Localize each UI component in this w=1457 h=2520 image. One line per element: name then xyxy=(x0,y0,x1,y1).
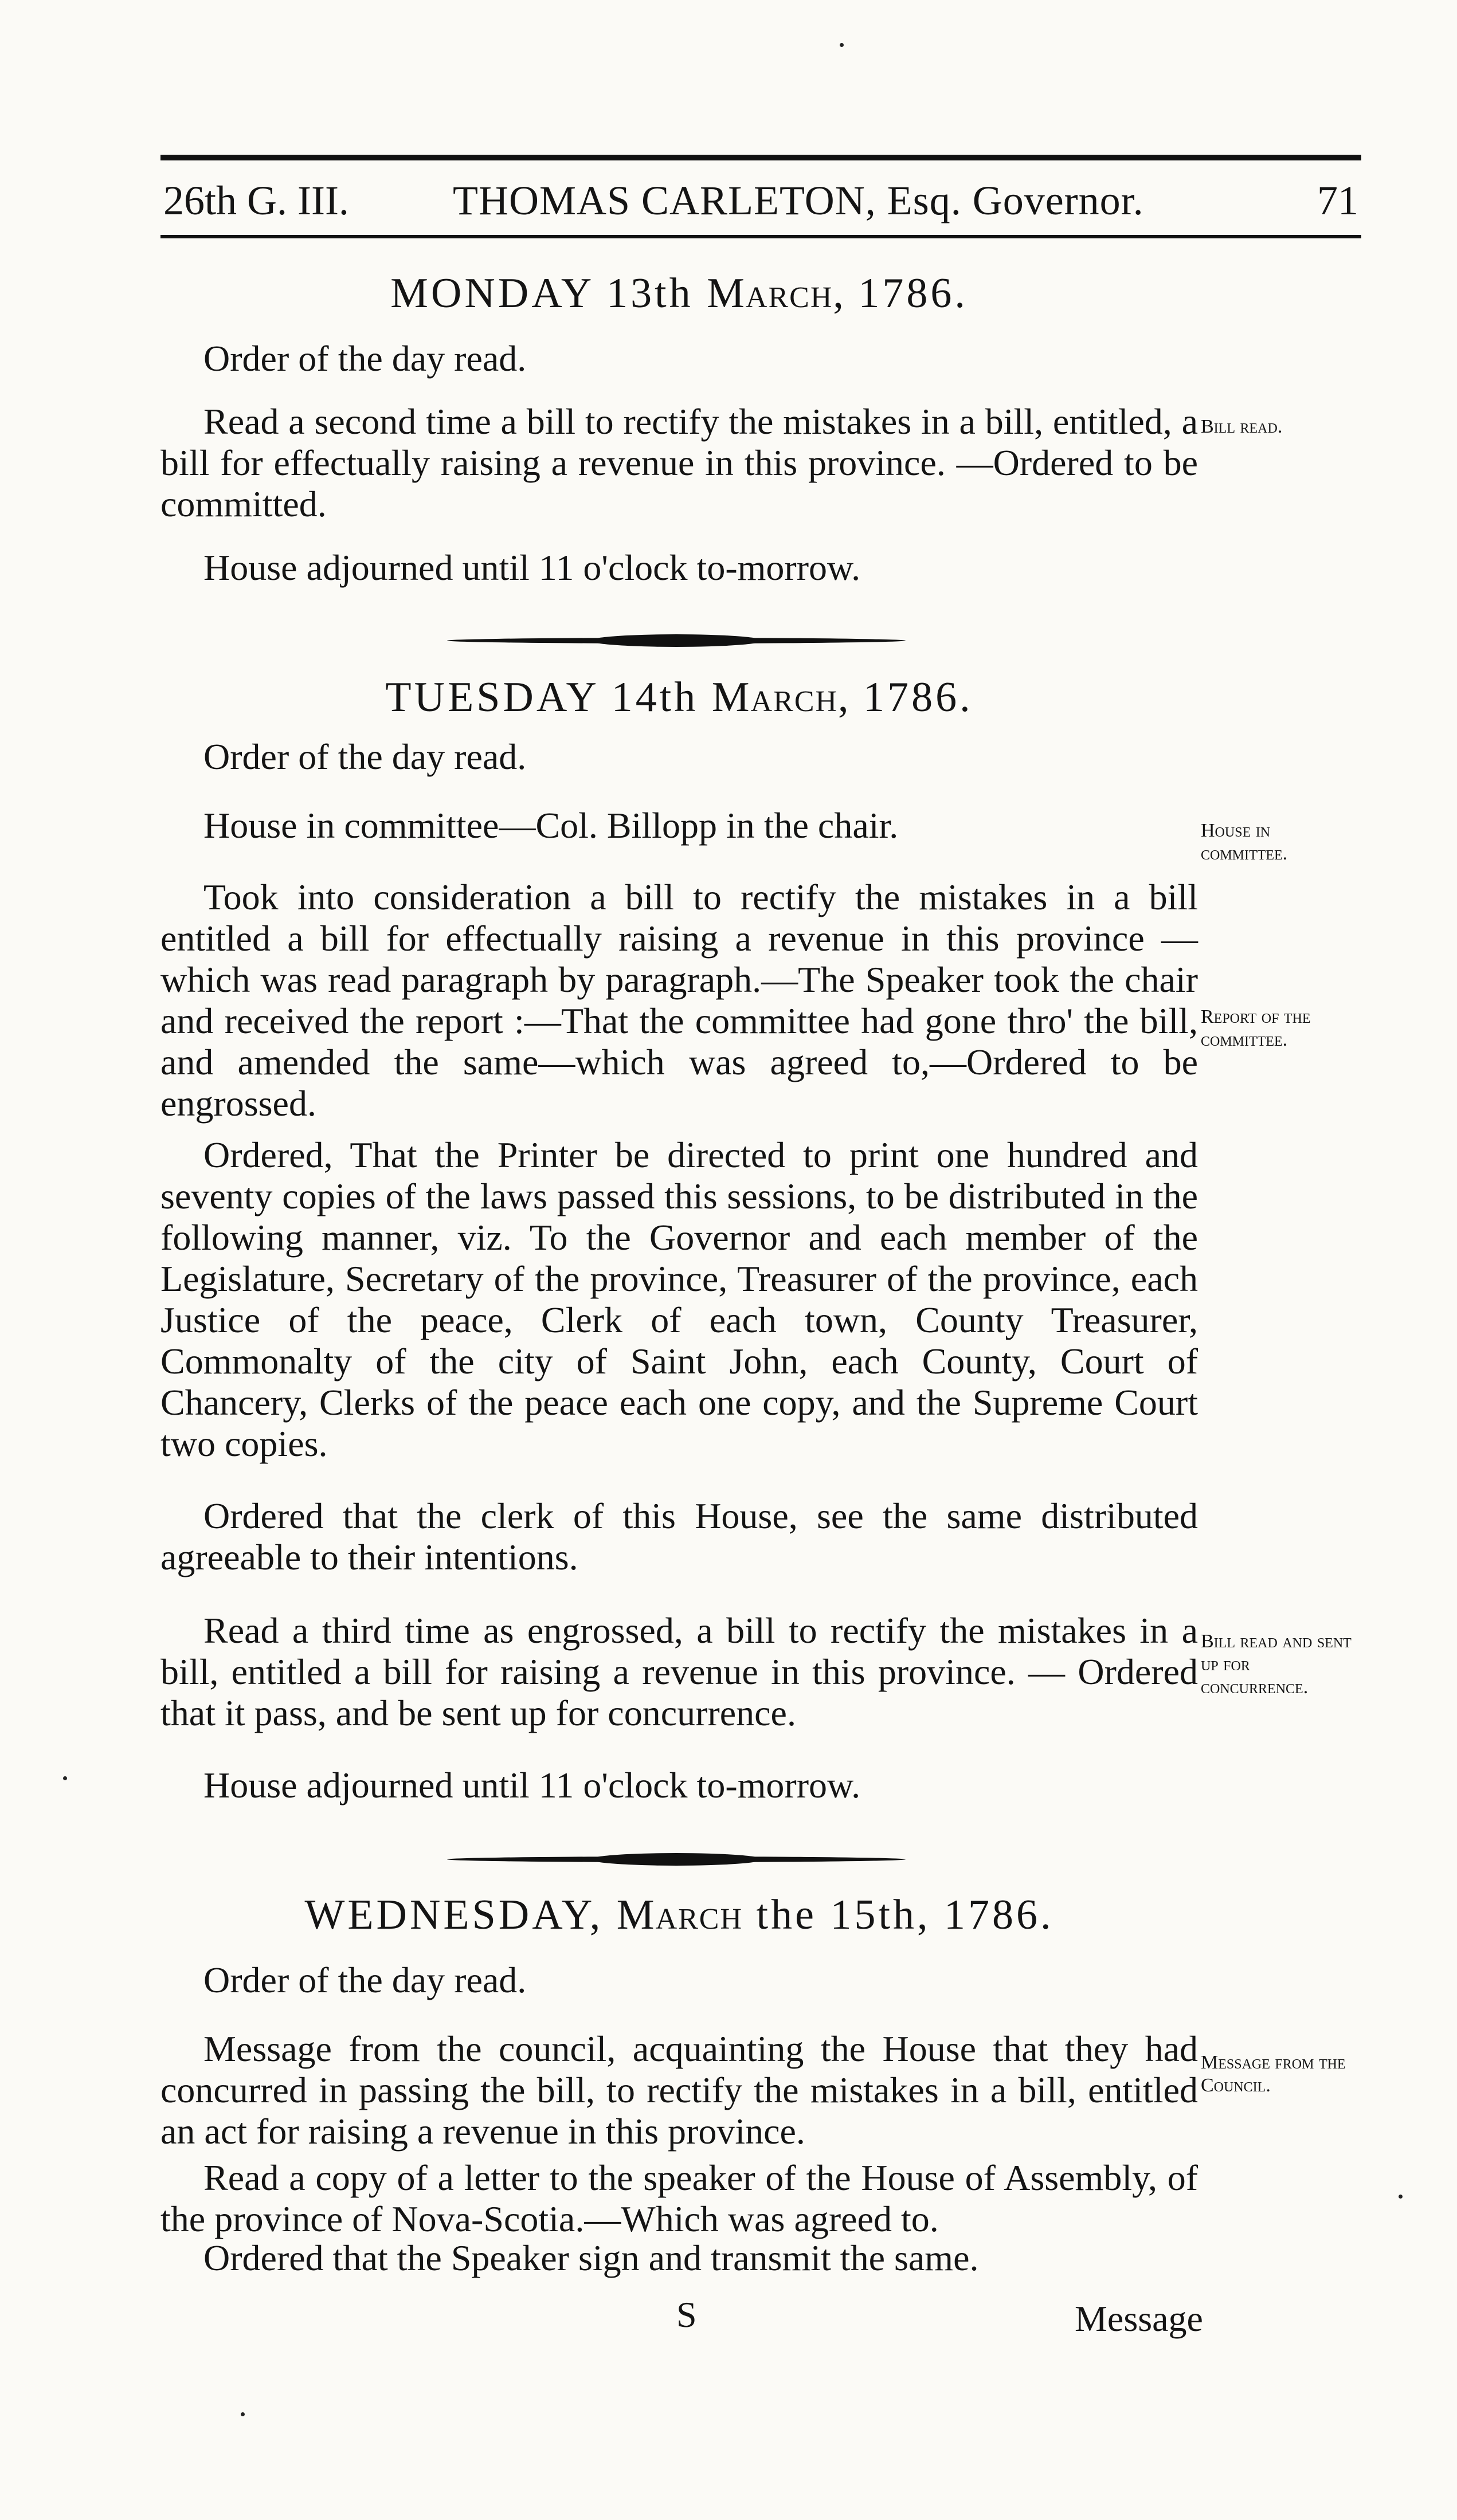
wednesday-order-read: Order of the day read. xyxy=(203,1960,527,2000)
running-head xyxy=(160,169,1361,232)
monday-second-reading: Read a second time a bill to rectify the mistakes in a bill, entitled, a bill for effectually raising a revenue in this province. —Ordered to be committed. xyxy=(160,401,1198,524)
tuesday-order-read: Order of the day read. xyxy=(203,736,527,777)
paper-speck xyxy=(63,1776,67,1780)
paper-speck xyxy=(840,43,844,47)
paper-speck xyxy=(241,2412,245,2416)
wednesday-letter-reading: Read a copy of a letter to the speaker of the House of Assembly, of the province of Nova-Scotia.—Which was agreed to. xyxy=(160,2157,1198,2239)
header-rule-bottom xyxy=(160,235,1361,238)
monday-order-read: Order of the day read. xyxy=(203,338,527,379)
note-bill-sent-up: Bill read and sent up for concurrence. xyxy=(1201,1631,1352,1698)
tuesday-heading-month: March, xyxy=(711,674,850,721)
tuesday-heading-year: 1786. xyxy=(863,674,973,721)
wednesday-heading xyxy=(160,1891,1198,1940)
tuesday-committee: House in committee—Col. Billopp in the chair. xyxy=(203,805,899,846)
monday-adjourned: House adjourned until 11 o'clock to-morrow. xyxy=(203,547,861,588)
tuesday-heading xyxy=(160,673,1198,722)
tuesday-printer-order: Ordered, That the Printer be directed to print one hundred and seventy copies of the laws passed this sessions, to be distributed in the following manner, viz. To the Governor and each member of the Legislature, Secretary of the province, Treasurer of the province, each Justice of the peace, Clerk of each town, County Treasurer, Commonalty of the city of Saint John, each County, Court of Chancery, Clerks of the peace each one copy, and the Supreme Court two copies. xyxy=(160,1135,1198,1464)
note-report-of-committee: Report of the committee. xyxy=(1201,1006,1311,1050)
section-divider xyxy=(447,1856,906,1862)
tuesday-third-reading: Read a third time as engrossed, a bill to rectify the mistakes in a bill, entitled a bill for raising a revenue in this province. — Ordered that it pass, and be sent up for concurrence. xyxy=(160,1610,1198,1733)
wednesday-council-message: Message from the council, acquainting the House that they had concurred in passing the bill, to rectify the mistakes in a bill, entitled an act for raising a revenue in this province. xyxy=(160,2028,1198,2152)
tuesday-heading-day: TUESDAY xyxy=(385,674,598,721)
monday-heading-day: MONDAY xyxy=(390,270,593,317)
note-bill-read: Bill read. xyxy=(1201,416,1283,437)
wednesday-heading-month: March xyxy=(616,1891,743,1938)
signature-mark: S xyxy=(676,2294,697,2335)
section-divider xyxy=(447,638,906,643)
tuesday-consideration: Took into consideration a bill to rectify the mistakes in a bill entitled a bill for effectually raising a revenue in this province —which was read paragraph by paragraph.—The Speaker took the chair and received the report :—That the committee had gone thro' the bill, and amended the same—which was agreed to,—Ordered to be engrossed. xyxy=(160,877,1198,1124)
page-number: 71 xyxy=(1317,178,1358,223)
running-head-title: THOMAS CARLETON, Esq. Governor. xyxy=(453,178,1144,223)
monday-heading-month: March, xyxy=(707,270,845,317)
note-message-from-council: Message from the Council. xyxy=(1201,2052,1346,2096)
wednesday-heading-date: the 15th, 1786. xyxy=(756,1891,1054,1938)
monday-heading-date: 13th xyxy=(606,270,694,317)
monday-heading-year: 1786. xyxy=(858,270,968,317)
monday-heading xyxy=(160,269,1198,318)
tuesday-adjourned: House adjourned until 11 o'clock to-morrow. xyxy=(203,1765,861,1805)
wednesday-speaker-order: Ordered that the Speaker sign and transmit the same. xyxy=(203,2238,979,2278)
paper-speck xyxy=(1399,2195,1403,2199)
note-house-in-committee: House in committee. xyxy=(1201,820,1288,864)
wednesday-heading-day: WEDNESDAY, xyxy=(304,1891,604,1938)
header-rule-top xyxy=(160,155,1361,160)
catchword: Message xyxy=(1075,2298,1203,2339)
tuesday-heading-date: 14th xyxy=(611,674,699,721)
running-head-regnal-year: 26th G. III. xyxy=(163,178,349,223)
tuesday-clerk-order: Ordered that the clerk of this House, see the same distributed agreeable to their intentions. xyxy=(160,1495,1198,1577)
